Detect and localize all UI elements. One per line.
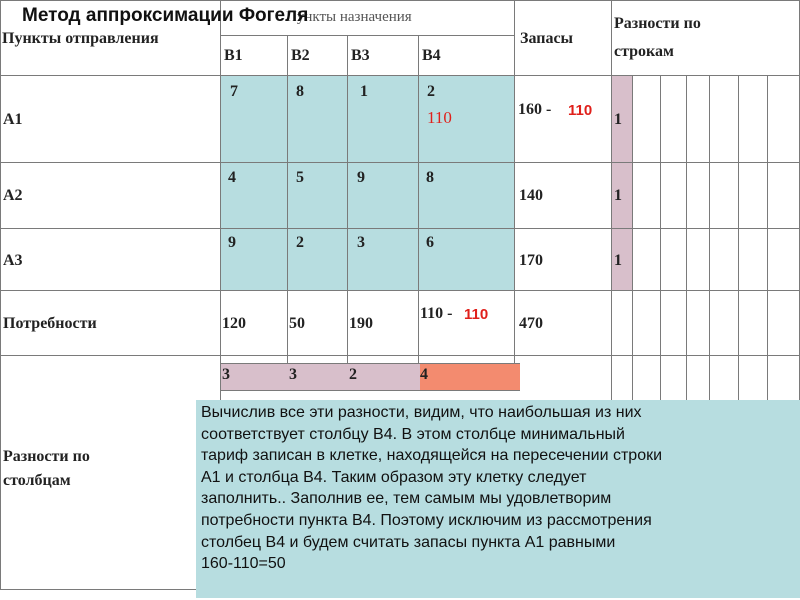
demand-b3: 190 — [349, 315, 373, 332]
col-diff-label-line1: Разности по — [3, 448, 90, 465]
cost-a1-b3: 1 — [360, 83, 368, 100]
row-label-a1: А1 — [3, 111, 23, 128]
col-diff-label-line2: столбцам — [3, 472, 71, 489]
demand-b4: 110 - — [420, 305, 453, 322]
demand-label: Потребности — [3, 315, 97, 332]
row-diff-header-line1: Разности по — [614, 15, 701, 32]
row-diff-a3: 1 — [614, 252, 622, 269]
cost-a3-b2: 2 — [296, 234, 304, 251]
cost-a1-b4: 2 — [427, 83, 435, 100]
cost-a2-b1: 4 — [228, 169, 236, 186]
slide-title: Метод аппроксимации Фогеля — [22, 5, 309, 26]
allocation-a1-b4: 110 — [427, 108, 452, 127]
col-diff-selected-fill — [420, 363, 520, 390]
cost-a1-b2: 8 — [296, 83, 304, 100]
demand-total: 470 — [519, 315, 543, 332]
supply-a3: 170 — [519, 252, 543, 269]
cost-a2-b3: 9 — [357, 169, 365, 186]
supply-a2: 140 — [519, 187, 543, 204]
col-diff-b2: 3 — [289, 366, 297, 383]
demand-b2: 50 — [289, 315, 305, 332]
supply-a1: 160 - — [518, 101, 552, 118]
col-diff-b1: 3 — [222, 366, 230, 383]
demand-b1: 120 — [222, 315, 246, 332]
cost-cells-fill — [220, 75, 514, 290]
row-diff-a2: 1 — [614, 187, 622, 204]
origin-header: Пункты отправления — [2, 30, 159, 47]
col-diff-b3: 2 — [349, 366, 357, 383]
col-header-b2: В2 — [291, 47, 310, 64]
cost-a2-b4: 8 — [426, 169, 434, 186]
demand-b4-minus: 110 — [464, 306, 489, 323]
supply-a1-minus: 110 — [568, 102, 593, 119]
col-header-b3: В3 — [351, 47, 370, 64]
row-label-a3: А3 — [3, 252, 23, 269]
destinations-group-header: Пункты назначения — [286, 9, 412, 25]
row-diff-a1: 1 — [614, 111, 622, 128]
col-diff-b4: 4 — [420, 366, 428, 383]
cost-a2-b2: 5 — [296, 169, 304, 186]
row-diff-header-line2: строкам — [614, 43, 674, 60]
supply-header: Запасы — [520, 30, 574, 47]
cost-a3-b3: 3 — [357, 234, 365, 251]
cost-a1-b1: 7 — [230, 83, 238, 100]
col-header-b1: В1 — [224, 47, 243, 64]
col-diff-fill — [220, 363, 420, 390]
col-header-b4: В4 — [422, 47, 441, 64]
row-label-a2: А2 — [3, 187, 23, 204]
cost-a3-b4: 6 — [426, 234, 434, 251]
explanation-text: Вычислив все эти разности, видим, что наибольшая из них соответствует столбцу В4. В этом столбце минимальный тариф записан в клетке, находящейся на пересечении строки А1 и столбца В4. Таким образом эту клетку следует заполнить.. Заполнив ее, тем самым мы удовлетворим потребности пункта В4. Поэтому исключим из рассмотрения столбец В4 и будем считать запасы пункта А1 равными 160-110=50 — [201, 404, 663, 573]
cost-a3-b1: 9 — [228, 234, 236, 251]
